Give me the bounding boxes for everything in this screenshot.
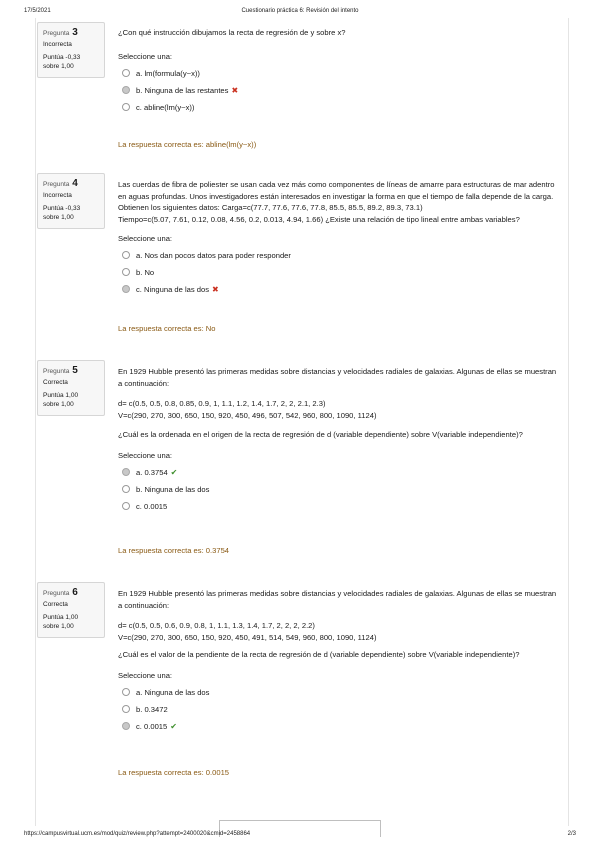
radio-button[interactable] <box>122 485 130 493</box>
question-state: Incorrecta <box>43 41 72 48</box>
incorrect-icon: ✖ <box>212 285 219 294</box>
question-number: Pregunta 5 <box>43 365 78 376</box>
radio-button[interactable] <box>122 69 130 77</box>
right-answer: La respuesta correcta es: No <box>118 324 216 333</box>
answer-option-c[interactable]: c. 0.0015 <box>118 498 558 515</box>
question-content <box>118 179 558 333</box>
print-date: 17/5/2021 <box>24 8 51 14</box>
correct-icon: ✔ <box>170 467 178 477</box>
radio-button-selected[interactable] <box>122 86 130 94</box>
question-grade: Puntúa 1,00 sobre 1,00 <box>43 392 79 408</box>
radio-button[interactable] <box>122 268 130 276</box>
question-number: Pregunta 3 <box>43 27 78 38</box>
answer-options <box>118 464 558 515</box>
radio-button[interactable] <box>122 103 130 111</box>
radio-button[interactable] <box>122 688 130 696</box>
radio-button-selected[interactable] <box>122 285 130 293</box>
page-title: Cuestionario práctica 6: Revisión del intento <box>241 8 359 14</box>
answer-option-b[interactable]: b. Ninguna de las restantes ✖ <box>118 82 558 99</box>
question-text: Las cuerdas de fibra de poliester se usan cada vez más como componentes de líneas de amarre para estructuras de mar adentro en aguas profundas. Unos investigadores están interesados en investigar la forma en que el tiempo de falla depende de la carga. Obtienen los siguientes datos: Carga=c(77.7, 77.6, 77.6, 77.8, 85.5, 85.5, 89.2, 89.3, 73.1) Tiempo=c(5.07, 7.61, 0.12, 0.08, 4.56, 0.2, 0.013, 4.94, 1.66) ¿Existe una relación de tipo lineal entre ambas variables? <box>118 180 555 224</box>
question-text: En 1929 Hubble presentó las primeras medidas sobre distancias y velocidades radiales de galaxias. Algunas de ellas se muestran a continuación: d= c(0.5, 0.5, 0.8, 0.85, 0.9, 1, 1.1, 1.2, 1.4, 1.7, 2, 2, 2.1, 2.3) V=c(290, 270, 300, 650, 150, 920, 450, 496, 507, 542, 960, 800, 1090, 1124) ¿Cuál es la ordenada en el origen de la recta de regresión de d (variable dependiente) sobre V(variable independiente)? <box>118 367 557 439</box>
question-info <box>37 173 105 229</box>
answer-option-b[interactable]: b. 0.3472 <box>118 701 558 718</box>
answer-option-a[interactable]: a. Ninguna de las dos <box>118 684 558 701</box>
page-number: 2/3 <box>567 831 576 837</box>
question-grade: Puntúa -0,33 sobre 1,00 <box>43 54 81 70</box>
question-info <box>37 360 105 416</box>
frame-border-left <box>35 18 36 826</box>
question-grade: Puntúa -0,33 sobre 1,00 <box>43 205 81 221</box>
print-header <box>0 8 600 20</box>
question-state: Incorrecta <box>43 192 72 199</box>
select-prompt: Seleccione una: <box>118 450 173 460</box>
frame-border-right <box>568 18 569 826</box>
question-content <box>118 366 558 555</box>
question-text: En 1929 Hubble presentó las primeras medidas sobre distancias y velocidades radiales de galaxias. Algunas de ellas se muestran a continuación: d= c(0.5, 0.5, 0.6, 0.9, 0.8, 1, 1.1, 1.3, 1.4, 1.7, 2, 2, 2, 2.2) V=c(290, 270, 300, 650, 150, 920, 450, 491, 514, 549, 960, 800, 1090, 1124) ¿Cuál es el valor de la pendiente de la recta de regresión de d (variable dependiente) sobre V(variable independiente)? <box>118 589 557 659</box>
question-info <box>37 22 105 78</box>
answer-option-c[interactable]: c. abline(lm(y~x)) <box>118 99 558 116</box>
question-text: ¿Con qué instrucción dibujamos la recta de regresión de y sobre x? <box>118 28 346 37</box>
answer-options <box>118 247 558 298</box>
answer-option-a[interactable]: a. 0.3754 ✔ <box>118 464 558 481</box>
question-number: Pregunta 4 <box>43 178 78 189</box>
page-url: https://campusvirtual.ucm.es/mod/quiz/review.php?attempt=2400020&cmid=2458864 <box>24 831 251 837</box>
radio-button[interactable] <box>122 502 130 510</box>
question-content <box>118 27 558 149</box>
answer-option-c[interactable]: c. 0.0015 ✔ <box>118 718 558 735</box>
incorrect-icon: ✖ <box>231 85 239 95</box>
radio-button-selected[interactable] <box>122 722 130 730</box>
answer-options <box>118 65 558 116</box>
answer-option-b[interactable]: b. Ninguna de las dos <box>118 481 558 498</box>
print-footer <box>0 831 600 843</box>
select-prompt: Seleccione una: <box>118 670 173 680</box>
radio-button-selected[interactable] <box>122 468 130 476</box>
answer-option-b[interactable]: b. No <box>118 264 558 281</box>
radio-button[interactable] <box>122 251 130 259</box>
question-content <box>118 588 558 777</box>
select-prompt: Seleccione una: <box>118 51 173 61</box>
radio-button[interactable] <box>122 705 130 713</box>
answer-option-a[interactable]: a. Nos dan pocos datos para poder responder <box>118 247 558 264</box>
question-state: Correcta <box>43 379 68 386</box>
answer-option-c[interactable]: c. Ninguna de las dos ✖ <box>118 281 558 298</box>
question-grade: Puntúa 1,00 sobre 1,00 <box>43 614 79 630</box>
right-answer: La respuesta correcta es: 0.0015 <box>118 768 230 777</box>
select-prompt: Seleccione una: <box>118 234 173 243</box>
question-number: Pregunta 6 <box>43 587 78 598</box>
answer-options <box>118 684 558 735</box>
answer-option-a[interactable]: a. lm(formula(y~x)) <box>118 65 558 82</box>
correct-icon: ✔ <box>170 721 177 731</box>
right-answer: La respuesta correcta es: abline(lm(y~x)) <box>118 140 257 149</box>
question-state: Correcta <box>43 601 68 608</box>
question-info <box>37 582 105 638</box>
right-answer: La respuesta correcta es: 0.3754 <box>118 546 230 555</box>
